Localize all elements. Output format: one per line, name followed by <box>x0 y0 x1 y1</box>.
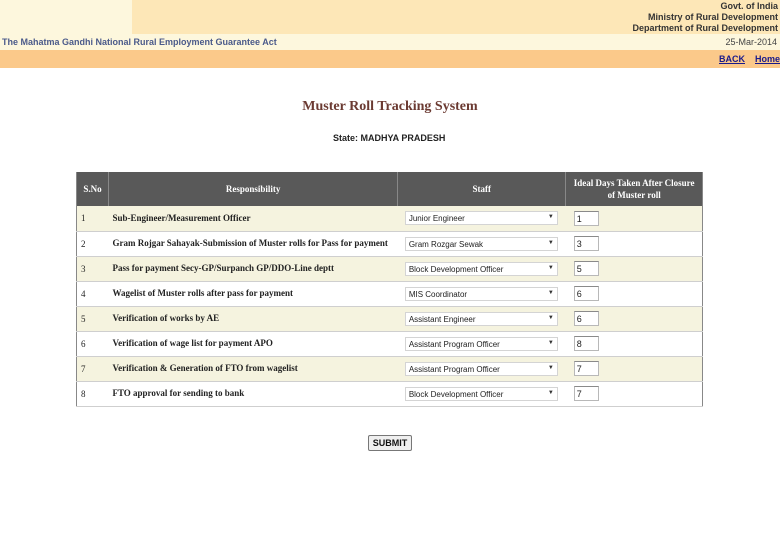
row-days-cell <box>566 231 703 256</box>
staff-select[interactable] <box>405 287 558 301</box>
table-row <box>77 356 703 381</box>
dropdown-arrow-icon: ▼ <box>547 314 554 321</box>
dropdown-arrow-icon: ▼ <box>547 389 554 396</box>
row-sno: 5 <box>77 306 109 331</box>
act-bar <box>0 34 780 50</box>
row-responsibility: Verification & Generation of FTO from wagelist <box>108 356 397 381</box>
staff-select-value: Block Development Officer <box>408 264 504 274</box>
page-title: Muster Roll Tracking System <box>302 99 478 114</box>
col-header-staff: Staff <box>398 172 566 206</box>
row-sno: 8 <box>77 381 109 406</box>
back-link[interactable]: BACK <box>719 54 745 64</box>
submit-button[interactable]: SUBMIT <box>368 435 412 451</box>
table-row <box>77 231 703 256</box>
dropdown-arrow-icon: ▼ <box>547 339 554 346</box>
row-sno: 1 <box>77 206 109 231</box>
staff-select-value: MIS Coordinator <box>408 289 468 299</box>
col-header-ideal-days: Ideal Days Taken After Closure of Muster roll <box>566 172 703 206</box>
header-org-info <box>632 1 778 34</box>
row-staff-cell <box>398 206 566 231</box>
state-label: State: MADHYA PRADESH <box>333 133 446 143</box>
ideal-days-input[interactable]: 8 <box>574 336 599 351</box>
dropdown-arrow-icon: ▼ <box>547 289 554 296</box>
row-staff-cell <box>398 381 566 406</box>
header-logo-area <box>0 0 132 34</box>
ideal-days-input[interactable]: 7 <box>574 386 599 401</box>
staff-select-value: Assistant Program Officer <box>408 339 500 349</box>
table-row <box>77 256 703 281</box>
ideal-days-input[interactable]: 7 <box>574 361 599 376</box>
staff-select-value: Gram Rozgar Sewak <box>408 239 484 249</box>
row-days-cell <box>566 256 703 281</box>
row-staff-cell <box>398 256 566 281</box>
row-staff-cell <box>398 356 566 381</box>
nav-links-bar <box>0 50 780 68</box>
staff-select-value: Assistant Engineer <box>408 314 476 324</box>
table-row <box>77 281 703 306</box>
dropdown-arrow-icon: ▼ <box>547 239 554 246</box>
row-responsibility: Sub-Engineer/Measurement Officer <box>108 206 397 231</box>
staff-select[interactable] <box>405 337 558 351</box>
row-staff-cell <box>398 231 566 256</box>
col-header-responsibility: Responsibility <box>108 172 397 206</box>
row-responsibility: Verification of wage list for payment APO <box>108 331 397 356</box>
staff-select[interactable] <box>405 387 558 401</box>
ideal-days-input[interactable]: 6 <box>574 311 599 326</box>
row-sno: 6 <box>77 331 109 356</box>
dropdown-arrow-icon: ▼ <box>547 264 554 271</box>
row-responsibility: Pass for payment Secy-GP/Surpanch GP/DDO-Line deptt <box>108 256 397 281</box>
row-staff-cell <box>398 281 566 306</box>
row-responsibility: Wagelist of Muster rolls after pass for payment <box>108 281 397 306</box>
table-row <box>77 331 703 356</box>
table-header-row <box>77 172 703 206</box>
staff-select[interactable] <box>405 237 558 251</box>
col-header-sno: S.No <box>77 172 109 206</box>
dropdown-arrow-icon: ▼ <box>547 214 554 221</box>
muster-roll-table <box>76 172 703 407</box>
row-days-cell <box>566 381 703 406</box>
ideal-days-input[interactable]: 6 <box>574 286 599 301</box>
row-sno: 4 <box>77 281 109 306</box>
table-row <box>77 306 703 331</box>
ideal-days-input[interactable]: 3 <box>574 236 599 251</box>
table-row <box>77 206 703 231</box>
staff-select[interactable] <box>405 211 558 225</box>
department-label: Department of Rural Development <box>632 23 778 33</box>
ministry-label: Ministry of Rural Development <box>647 12 778 22</box>
ideal-days-input[interactable]: 1 <box>574 211 599 226</box>
staff-select[interactable] <box>405 262 558 276</box>
staff-select[interactable] <box>405 362 558 376</box>
row-responsibility: Verification of works by AE <box>108 306 397 331</box>
row-days-cell <box>566 281 703 306</box>
table-row <box>77 381 703 406</box>
row-responsibility: FTO approval for sending to bank <box>108 381 397 406</box>
header-banner <box>0 0 780 34</box>
act-title: The Mahatma Gandhi National Rural Employment Guarantee Act <box>2 37 277 47</box>
row-staff-cell <box>398 306 566 331</box>
home-link[interactable]: Home <box>755 54 780 64</box>
govt-label: Govt. of India <box>720 1 778 11</box>
staff-select[interactable] <box>405 312 558 326</box>
staff-select-value: Assistant Program Officer <box>408 364 500 374</box>
row-responsibility: Gram Rojgar Sahayak-Submission of Muster rolls for Pass for payment <box>108 231 397 256</box>
ideal-days-input[interactable]: 5 <box>574 261 599 276</box>
row-staff-cell <box>398 331 566 356</box>
row-days-cell <box>566 331 703 356</box>
current-date: 25-Mar-2014 <box>725 37 777 47</box>
row-sno: 2 <box>77 231 109 256</box>
row-sno: 3 <box>77 256 109 281</box>
staff-select-value: Block Development Officer <box>408 389 504 399</box>
dropdown-arrow-icon: ▼ <box>547 364 554 371</box>
row-days-cell <box>566 306 703 331</box>
row-days-cell <box>566 206 703 231</box>
row-sno: 7 <box>77 356 109 381</box>
staff-select-value: Junior Engineer <box>408 214 465 224</box>
row-days-cell <box>566 356 703 381</box>
